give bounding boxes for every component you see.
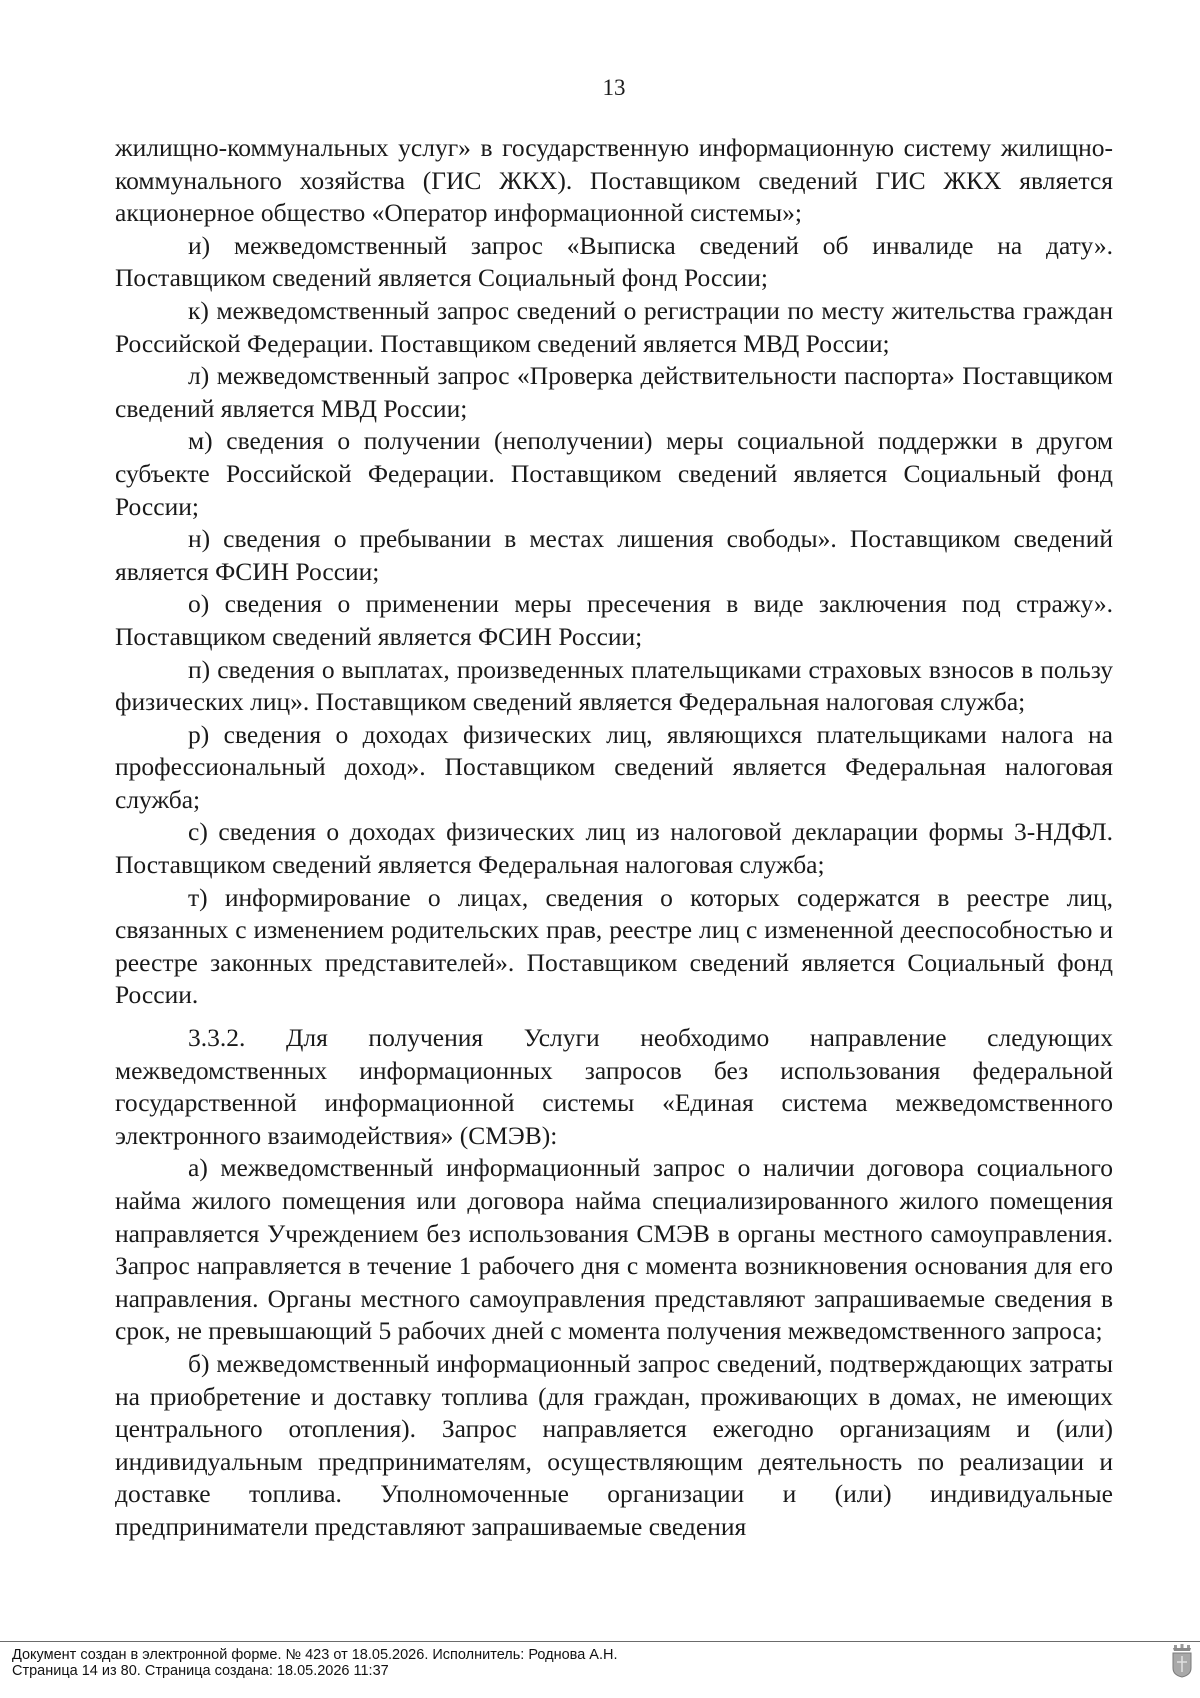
list-item-i: и) межведомственный запрос «Выписка сведений об инвалиде на дату». Поставщиком сведений является Социальный фонд России; <box>115 230 1113 293</box>
list-item-t: т) информирование о лицах, сведения о которых содержатся в реестре лиц, связанных с изменением родительских прав, реестре лиц с измененной дееспособностью и реестре законных представителей». Поставщиком сведений является Социальный фонд России. <box>115 882 1113 1010</box>
coat-of-arms-icon <box>1171 1644 1193 1678</box>
list-item-p: п) сведения о выплатах, произведенных плательщиками страховых взносов в пользу физических лиц». Поставщиком сведений является Федеральная налоговая служба; <box>115 654 1113 717</box>
list-item-m: м) сведения о получении (неполучении) меры социальной поддержки в другом субъекте Российской Федерации. Поставщиком сведений является Социальный фонд России; <box>115 426 1113 521</box>
document-footer <box>12 1647 1112 1679</box>
list-item-o: о) сведения о применении меры пресечения в виде заключения под стражу». Поставщиком сведений является ФСИН России; <box>115 589 1113 651</box>
list-item-a: а) межведомственный информационный запрос о наличии договора социального найма жилого помещения или договора найма специализированного жилого помещения направляется Учреждением без использования СМЭВ в органы местного самоуправления. Запрос направляется в течение 1 рабочего дня с момента возникновения основания для его направления. Органы местного самоуправления представляют запрашиваемые сведения в срок, не превышающий 5 рабочих дней с момента получения межведомственного запроса; <box>115 1153 1113 1346</box>
page-number: 13 <box>602 75 626 100</box>
document-body <box>115 132 1113 1544</box>
list-item-r: р) сведения о доходах физических лиц, являющихся плательщиками налога на профессиональный доход». Поставщиком сведений является Федеральная налоговая служба; <box>115 719 1113 814</box>
list-item-n: н) сведения о пребывании в местах лишения свободы». Поставщиком сведений является ФСИН России; <box>115 524 1113 586</box>
list-item-k: к) межведомственный запрос сведений о регистрации по месту жительства граждан Российской Федерации. Поставщиком сведений является МВД России; <box>115 295 1113 358</box>
section-3-3-2-heading-paragraph: 3.3.2. Для получения Услуги необходимо направление следующих межведомственных информационных запросов без использования федеральной государственной информационной системы «Единая система межведомственного электронного взаимодействия» (СМЭВ): <box>115 1023 1113 1150</box>
footer-page-info: Страница 14 из 80. Страница создана: 18.05.2026 11:37 <box>12 1663 389 1679</box>
list-item-s: с) сведения о доходах физических лиц из налоговой декларации формы 3-НДФЛ. Поставщиком сведений является Федеральная налоговая служба; <box>115 817 1113 880</box>
footer-divider <box>0 1641 1200 1642</box>
footer-document-info: Документ создан в электронной форме. № 423 от 18.05.2026. Исполнитель: Роднова А.Н. <box>12 1647 618 1663</box>
list-item-l: л) межведомственный запрос «Проверка действительности паспорта» Поставщиком сведений является МВД России; <box>115 361 1113 423</box>
list-item-b: б) межведомственный информационный запрос сведений, подтверждающих затраты на приобретение и доставку топлива (для граждан, проживающих в домах, не имеющих центрального отопления). Запрос направляется ежегодно организациям и (или) индивидуальным предпринимателям, осуществляющим деятельность по реализации и доставке топлива. Уполномоченные организации и (или) индивидуальные предприниматели представляют запрашиваемые сведения <box>115 1348 1113 1541</box>
paragraph-continuation: жилищно-коммунальных услуг» в государственную информационную систему жилищно-коммунального хозяйства (ГИС ЖКХ). Поставщиком сведений ГИС ЖКХ является акционерное общество «Оператор информационной системы»; <box>115 133 1113 228</box>
